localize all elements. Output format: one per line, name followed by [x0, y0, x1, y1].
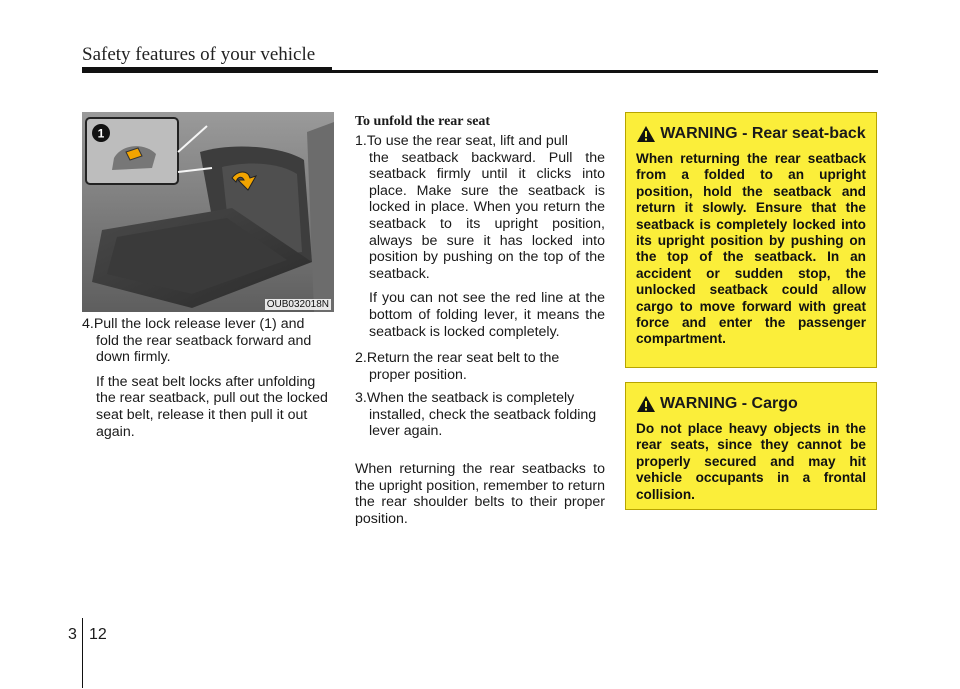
step-1-lead: 1.To use the rear seat, lift and pull — [355, 133, 568, 149]
warning-triangle-icon — [636, 125, 656, 143]
warning-word: WARNING — [660, 395, 738, 412]
rear-seat-illustration — [82, 112, 334, 312]
step-4-rest: fold the rear seatback forward and down firmly. — [96, 332, 312, 366]
warning-word: WARNING — [660, 125, 738, 142]
warning-title — [636, 125, 866, 143]
warning-text: Do not place heavy objects in the rear seats, since they cannot be properly secured and may hit vehicle occupants in a frontal collision. — [636, 421, 866, 502]
step-3-lead: 3.When the seatback is completely — [355, 390, 575, 406]
step-1 — [355, 133, 605, 340]
page-header-title: Safety features of your vehicle — [82, 44, 316, 65]
header-rule — [82, 70, 878, 73]
step-2-lead: 2.Return the rear seat belt to the — [355, 350, 560, 366]
step-3 — [355, 390, 605, 440]
step-2 — [355, 350, 605, 383]
warning-subject: - Cargo — [741, 395, 798, 412]
unfold-heading: To unfold the rear seat — [355, 114, 491, 129]
step-4-lead: 4.Pull the lock release lever (1) and — [82, 316, 305, 332]
step-4-note: If the seat belt locks after unfolding the rear seatback, pull out the locked seat belt, release it then pull it out again. — [96, 373, 328, 440]
warning-cargo — [625, 382, 877, 510]
step-1-note: If you can not see the red line at the bottom of folding lever, it means the seatback is locked completely. — [369, 290, 605, 340]
warning-subject: - Rear seat-back — [742, 125, 866, 142]
step-3-rest: installed, check the seatback folding lever again. — [369, 406, 597, 440]
warning-title — [636, 395, 866, 413]
callout-number: 1 — [97, 126, 105, 141]
step-4 — [82, 316, 335, 440]
closing-paragraph: When returning the rear seatbacks to the upright position, remember to return the rear shoulder belts to their proper position. — [355, 461, 605, 527]
photo-caption: OUB032018N — [266, 299, 329, 310]
page-chapter: 3 — [68, 626, 77, 643]
warning-triangle-icon — [636, 395, 656, 413]
warning-text: When returning the rear seatback from a folded to an upright position, hold the seatback and return it slowly. Ensure that the seatback is completely locked into its upright position by pushing on the top of the seatback. In an accident or sudden stop, the unlocked seatback could allow cargo to move forward with great force and enter the passenger compartment. — [636, 151, 866, 347]
warning-rear-seatback — [625, 112, 877, 368]
footer-rule — [82, 618, 83, 688]
step-1-rest: the seatback backward. Pull the seatback firmly until it clicks into place. Make sure the seatback is locked in place. When you return the seatback to its upright position, always be sure it has locked into position by pushing on the top of the seatback. — [369, 149, 605, 282]
step-2-rest: proper position. — [369, 366, 467, 383]
rear-seat-photo — [82, 112, 334, 312]
page-number: 12 — [89, 626, 107, 643]
